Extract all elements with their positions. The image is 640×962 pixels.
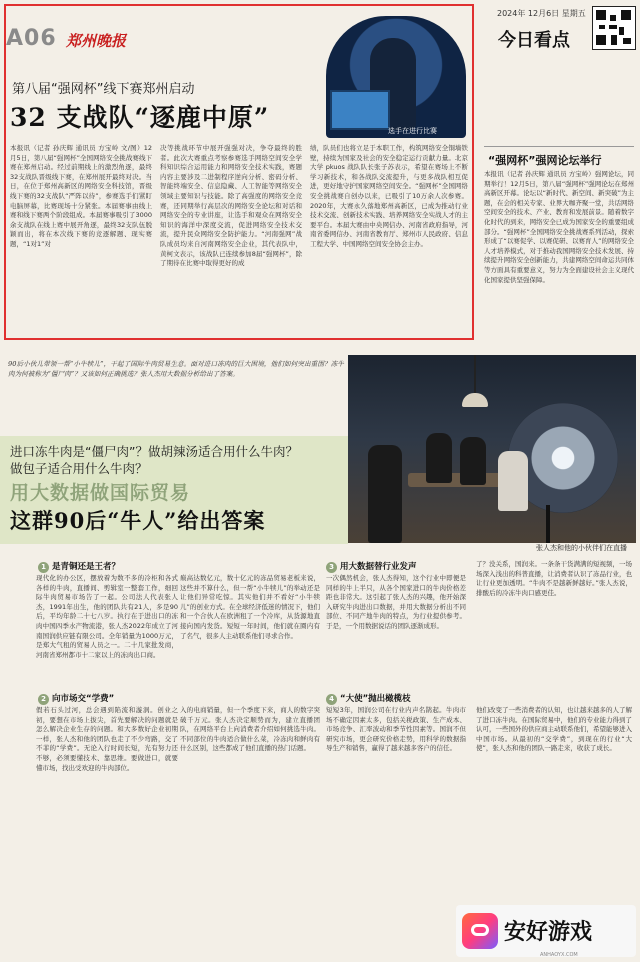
site-watermark-logo[interactable] — [456, 905, 636, 957]
feature-photo-caption: 张人杰和他的小伙伴们在直播 — [536, 544, 627, 552]
section-text-4: 短短3年，国润公司在行业内声名鹊起。牛肉市场不确定因素太多，包括关税政策、生产成本、市场竞争、汇率波动和季节性因素等。国润不但研究市场，更会研究价格走势，用科学的数据指导生产和销售，赢得了越来越多客户的信任。 — [326, 706, 466, 753]
section-heading-2: 2 向市场交“学费” — [38, 692, 114, 705]
feature-question-2: 做包子适合用什么牛肉？ — [10, 461, 148, 476]
section-number: 3 — [326, 562, 337, 573]
page-number: A06 — [6, 26, 57, 51]
qr-code-icon[interactable] — [592, 6, 636, 50]
feature-headline: 这群90后“牛人”给出答案 — [10, 508, 266, 533]
lamp-shade — [462, 393, 488, 407]
person-figure — [368, 445, 402, 543]
photo-caption: 选手在进行比赛 — [388, 127, 437, 135]
feature-column-2a: 巅高达数亿元，数十亿元的冻品贸易老板来说，这些并不算什么，但一帮“小牛犊儿”的举动还是让他们异常吃惊。其实他们并不看好“小牛犊儿”的创业方式。在全球经济低迷的情况下，他们和一个合伙人在欧洲租了一个冷库，从货源地直接向国内发货。短短一年时间，他们就在圈内有了名气，很多人主动联系他们寻求合作。 — [180, 574, 320, 640]
story-kicker: 第八届“强网杯”线下赛郑州启动 — [12, 82, 195, 97]
contest-photo — [326, 16, 466, 138]
feature-intro: 90后小伙儿带领一帮“小牛犊儿”，干起了国际牛肉贸易生意。面对进口冻肉的巨大困境，他们如何突出重围？冻牛肉为何被称为“僵尸肉”？又该如何正确挑选？张人杰用大数据分析给出了答案。 — [8, 360, 344, 378]
story-column-2: 决等挑战环节中展开强强对决，争夺最终的胜者。此次大赛重点考察参赛选手网络空间安全学科知识综合运用能力和网络安全技术实践，赛题内容主要涉及二进制程序逆向分析、密码分析、智能终端安全、信息隐藏、人工智能等网络安全领域主要知识与技能。除了高强度的网络安全竞赛，还同期举行高层次的网络安全论坛和对话和网络安全的专业讲座，让选手和观众在网络安全知识的海洋中深度交流，促进网络安全技术交流，提升民众网络安全防护能力。“河南强网”战队成员均来自河南网络安全企业，其代表队中，黄柯文表示，该战队已连续参加8届“强网杯”，除了期待在比赛中取得更好的成 — [160, 144, 302, 268]
feature-column-4b: 他们改变了一些消费者的认知，也让越来越多的人了解了进口冻牛肉。在国际贸易中，他们的专业能力得到了认可，一些国外的供应商主动联系他们，希望能够进入中国市场。从最初的“交学费”，到现在的行业“大使”，张人杰和他的团队一路走来，收获了成长。 — [476, 706, 632, 753]
story-column-3: 绩，队员们也将立足于本职工作，构筑网络安全铜墙铁壁，持续为国家及社会的安全稳定运行贡献力量。北京大学 pkuos 战队队长张子苏表示，希望在赛场上不断学习新技术，和各战队交流提升，与更多战队相互促进，更好地守护国家网络空间安全。“强网杯”全国网络安全挑战赛自创办以来，已吸引了10万余人次参赛。2020年，大赛永久落地郑州高新区，已成为推动行业技术交流、创新技术实践、培养网络安全实战人才的主要平台。本届大赛由中央网信办、河南省政府指导，河南省委网信办、河南省教育厅、郑州市人民政府、信息工程大学、中国网络空间安全协会主办。 — [310, 144, 468, 248]
section-text-1: 现代化的办公区，摆放着为数不多的冷柜和各式各样的牛肉，直播间、剪辑室一整套工作，细回际牛肉贸易市场告了一起。公司法人代表张人杰，1991年出生，他的团队共有21人，多是90后，平均年龄二十七八岁。执行在于进出口的冻肉中国四季水产物流港，张人杰2022年成立了河南国润供应链有限公司。全年销量为1000万元，是郑大气租的贸易人员之一。二十几家批发商，河南省郑州都市十二家以上的冻肉出口商。 — [36, 574, 178, 659]
section-number: 2 — [38, 694, 49, 705]
section-number: 1 — [38, 562, 49, 573]
person-figure — [426, 433, 452, 483]
feature-column-4a: 了？没关系，国润来。一条条干货满满的短视频，一场场深入浅出的科普直播，让消费者认识了冻品行业，也让行业更加透明。“牛肉不是越新鲜越好。”张人杰说，排酸后的冷冻牛肉口感更佳。 — [476, 560, 632, 597]
story-column-1: 本报讯（记者 孙庆辉 通讯员 方宝岭 文/图）12月5日，第八届“强网杯”全国网络安全挑战赛线下赛在郑州启动。经过前期线上的激烈角逐，最终32支战队晋级线下赛，在郑州展开最终对决。当日，在位于郑州高新区的网络安全科技馆，晋级线下赛的32支战队“严阵以待”，参赛选手们紧盯电脑屏幕，比赛现场十分紧张。本届赛事由线上赛和线下赛两个阶段组成。本届赛事吸引了3000余支战队在线上赛中展开角逐，最终32支队伍脱颖而出，将在本次线下赛的竞逐解题、现实赛题，“1对1”对 — [10, 144, 152, 248]
newspaper-logo: 郑州晚报 — [66, 32, 127, 50]
screen-graphic — [330, 90, 390, 130]
feature-question-1: 进口冻牛肉是“僵尸肉”？做胡辣汤适合用什么牛肉？ — [10, 444, 298, 459]
livestream-photo — [348, 355, 636, 543]
section-heading-3: 3 用大数据替行业发声 — [326, 560, 417, 573]
feature-subheadline: 用大数据做国际贸易 — [10, 482, 191, 504]
watermark-url: ANHAOYX.COM — [540, 952, 578, 958]
gamepad-icon — [462, 913, 498, 949]
logo-name: 安好游戏 — [504, 920, 593, 945]
section-number: 4 — [326, 694, 337, 705]
story-headline: 32 支战队“逐鹿中原” — [10, 103, 270, 132]
section-heading-4: 4 “大使”抛出橄榄枝 — [326, 692, 411, 705]
section-text-3: 一次偶然机会，张人杰得知，这个行业中即便是同样的牛上半只，从各个国家进口的牛肉价格差距也非常大。这引起了张人杰的兴趣，他开始深入研究牛肉进出口数据，并用大数据分析出不同部位、不同产地牛肉的特点，为行业提供参考。于是，一个用数据说话的团队逐渐成形。 — [326, 574, 466, 630]
sidebar-divider — [484, 146, 634, 147]
sidebar-text: 本报讯（记者 孙庆辉 通讯员 方宝岭）强网论坛，同期举行！12月5日，第八届“强网杯”强网论坛在郑州高新区开幕。论坛以“新时代、新空间、新突破”为主题，在会的相关专家、业界大咖齐聚一堂，共话网络空间安全的技术、产业、教育和发展前景。随着数字化时代的到来，网络安全已成为国家安全的重要组成部分。“强网杯”全国网络安全挑战赛系列活动，探索形成了“以赛促学、以赛促研、以赛育人”的网络安全人才培养模式，对于推动我国网络安全技术发展、持续提升网络安全创新能力，共建网络空间命运共同体等方面具有重要意义，努力为全面建设社会主义现代化国家提供坚强保障。 — [484, 170, 634, 284]
person-figure — [498, 451, 528, 511]
section-text-2: 假若石头过河，总会遇到陷流和漩涡。创业之初，要想在市场上拔尖，首先要解决的问题就是怎么解决企业生存的问题。和大多数好企业初期一样，张人杰和他的团队也走了不少弯路，交了不菲的“学费”。无论入行时间长短，光有努力还不够，必须要懂技术、靠思维。要做进口，就要懂市场，找出受欢迎的牛肉部位。 — [36, 706, 178, 772]
date-line: 2024年 12月6日 星期五 — [497, 9, 586, 18]
section-title: 今日看点 — [498, 30, 570, 51]
person-figure — [460, 437, 486, 485]
sidebar-headline: “强网杯”强网论坛举行 — [488, 154, 602, 167]
feature-column-2b: 入的电商销量，但一个季度下来，商人的数字突破千万元。张人杰决定顺势而为，建立直播团队，在网络平台上向消费者介绍如何挑选牛肉。不同部位的牛肉适合做什么菜，冷冻肉和鲜肉有什么区别，这些都成了他们直播的热门话题。 — [180, 706, 320, 753]
section-heading-1: 1 是青铜还是王者？ — [38, 560, 120, 573]
